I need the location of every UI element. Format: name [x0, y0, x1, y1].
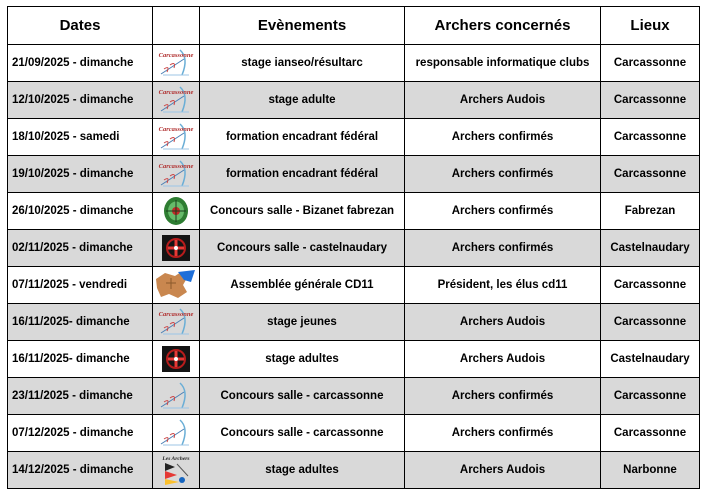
carcassonne-club-logo [158, 159, 194, 189]
table-row [8, 341, 700, 378]
logo-cell [153, 45, 200, 82]
cd11-aude-logo [154, 269, 198, 301]
table-row [8, 193, 700, 230]
events-table [7, 6, 700, 489]
archers-cell: Archers confirmés [405, 230, 601, 267]
date-cell: 23/11/2025 - dimanche [8, 378, 153, 415]
date-cell: 16/11/2025- dimanche [8, 304, 153, 341]
table-row [8, 82, 700, 119]
table-header [8, 7, 700, 45]
event-cell: Concours salle - carcassonne [200, 415, 405, 452]
archers-cell: Archers confirmés [405, 156, 601, 193]
date-cell: 21/09/2025 - dimanche [8, 45, 153, 82]
archers-cell: Archers confirmés [405, 378, 601, 415]
logo-cell [153, 452, 200, 489]
place-cell: Carcassonne [601, 45, 700, 82]
header-archers: Archers concernés [405, 7, 601, 45]
header-dates: Dates [8, 7, 153, 45]
logo-cell [153, 341, 200, 378]
place-cell: Carcassonne [601, 119, 700, 156]
carcassonne-club-logo [158, 122, 194, 152]
event-cell: formation encadrant fédéral [200, 119, 405, 156]
event-cell: stage adultes [200, 341, 405, 378]
place-cell: Carcassonne [601, 156, 700, 193]
carcassonne-club-logo [158, 381, 194, 411]
narbonne-club-logo [161, 454, 191, 486]
archers-cell: Archers confirmés [405, 415, 601, 452]
svg-text:Les Archers: Les Archers [162, 456, 190, 462]
date-cell: 12/10/2025 - dimanche [8, 82, 153, 119]
logo-cell [153, 156, 200, 193]
place-cell: Narbonne [601, 452, 700, 489]
logo-cell [153, 230, 200, 267]
date-cell: 14/12/2025 - dimanche [8, 452, 153, 489]
header-places: Lieux [601, 7, 700, 45]
place-cell: Carcassonne [601, 415, 700, 452]
date-cell: 26/10/2025 - dimanche [8, 193, 153, 230]
logo-cell [153, 378, 200, 415]
archers-cell: Archers confirmés [405, 193, 601, 230]
table-row [8, 267, 700, 304]
event-cell: Concours salle - Bizanet fabrezan [200, 193, 405, 230]
fabrezan-club-logo [162, 196, 190, 226]
place-cell: Fabrezan [601, 193, 700, 230]
logo-cell [153, 415, 200, 452]
svg-text:Carcassonne: Carcassonne [158, 163, 194, 170]
logo-cell [153, 193, 200, 230]
table-row [8, 156, 700, 193]
logo-cell [153, 119, 200, 156]
place-cell: Castelnaudary [601, 230, 700, 267]
castelnaudary-club-logo [161, 345, 191, 373]
table-row [8, 415, 700, 452]
table-row [8, 119, 700, 156]
table-row [8, 452, 700, 489]
table-row [8, 304, 700, 341]
event-cell: stage adulte [200, 82, 405, 119]
header-events: Evènements [200, 7, 405, 45]
svg-text:Carcassonne: Carcassonne [158, 52, 194, 59]
logo-cell [153, 304, 200, 341]
archers-cell: Archers Audois [405, 304, 601, 341]
event-cell: formation encadrant fédéral [200, 156, 405, 193]
archers-cell: Archers Audois [405, 452, 601, 489]
archers-cell: Président, les élus cd11 [405, 267, 601, 304]
svg-text:Carcassonne: Carcassonne [158, 126, 194, 133]
event-cell: Assemblée générale CD11 [200, 267, 405, 304]
archers-cell: Archers Audois [405, 341, 601, 378]
svg-text:Carcassonne: Carcassonne [158, 89, 194, 96]
place-cell: Carcassonne [601, 378, 700, 415]
svg-text:Carcassonne: Carcassonne [158, 311, 194, 318]
table-row [8, 378, 700, 415]
table-row [8, 45, 700, 82]
archers-cell: Archers confirmés [405, 119, 601, 156]
place-cell: Carcassonne [601, 267, 700, 304]
event-cell: stage adultes [200, 452, 405, 489]
logo-cell [153, 267, 200, 304]
header-logo [153, 7, 200, 45]
place-cell: Carcassonne [601, 82, 700, 119]
event-cell: Concours salle - castelnaudary [200, 230, 405, 267]
castelnaudary-club-logo [161, 234, 191, 262]
carcassonne-club-logo [158, 418, 194, 448]
place-cell: Carcassonne [601, 304, 700, 341]
logo-cell [153, 82, 200, 119]
header-row [8, 7, 700, 45]
date-cell: 02/11/2025 - dimanche [8, 230, 153, 267]
date-cell: 18/10/2025 - samedi [8, 119, 153, 156]
date-cell: 07/12/2025 - dimanche [8, 415, 153, 452]
carcassonne-club-logo [158, 48, 194, 78]
date-cell: 19/10/2025 - dimanche [8, 156, 153, 193]
table-row [8, 230, 700, 267]
archers-cell: Archers Audois [405, 82, 601, 119]
date-cell: 16/11/2025- dimanche [8, 341, 153, 378]
carcassonne-club-logo [158, 307, 194, 337]
date-cell: 07/11/2025 - vendredi [8, 267, 153, 304]
archers-cell: responsable informatique clubs [405, 45, 601, 82]
carcassonne-club-logo [158, 85, 194, 115]
event-cell: Concours salle - carcassonne [200, 378, 405, 415]
event-cell: stage ianseo/résultarc [200, 45, 405, 82]
place-cell: Castelnaudary [601, 341, 700, 378]
event-cell: stage jeunes [200, 304, 405, 341]
table-body [8, 45, 700, 489]
